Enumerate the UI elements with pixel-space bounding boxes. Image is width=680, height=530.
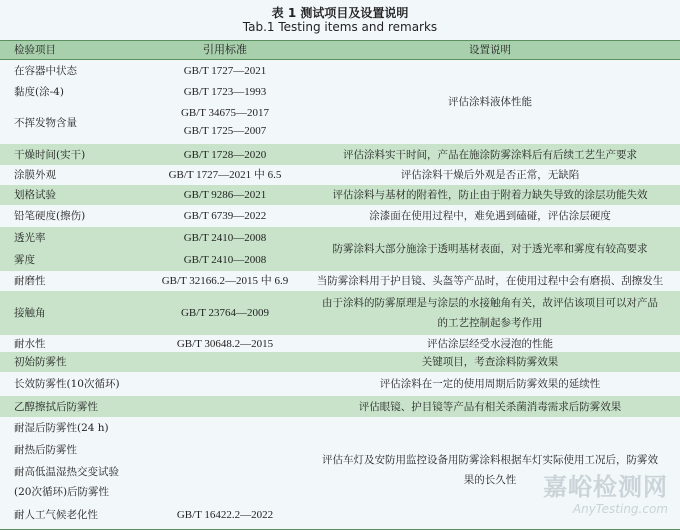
header-col-standard: 引用标准 [203,43,247,56]
item-weathering: 耐人工气候老化性 [14,509,98,521]
remark-liquid-performance: 评估涂料液体性能 [448,96,532,108]
remark-crosscut: 评估涂料与基材的附着性，防止由于附着力缺失导致的涂层功能失效 [332,189,648,201]
item-pencil-hardness: 铅笔硬度(擦伤) [14,210,86,222]
item-nonvolatile: 不挥发物含量 [14,117,77,129]
testing-items-table [0,40,680,530]
item-longterm-antifog: 长效防雾性(10次循环) [14,378,120,390]
item-abrasion: 耐磨性 [14,275,46,287]
remark-ethanol-antifog: 评估眼镜、护目镜等产品有相关杀菌消毒需求后防雾效果 [358,400,622,413]
item-heat-antifog: 耐热后防雾性 [14,444,77,456]
std-transmittance: GB/T 2410—2008 [183,232,267,244]
watermark [543,467,668,516]
std-contact-angle: GB/T 23764—2009 [180,307,270,319]
item-ethanol-antifog: 乙醇擦拭后防雾性 [14,400,98,413]
remark-headlight-a: 评估车灯及安防用监控设备用防雾涂料根据车灯实际使用工况后，防雾效 [322,454,658,466]
watermark-cn: 嘉峪检测网 [543,473,668,501]
std-container-state: GB/T 1727—2021 [183,65,267,77]
remark-contact-angle-a: 由于涂料的防雾原理是与涂层的水接触角有关，故评估该项目可以对产品 [322,297,658,309]
remark-headlight-b: 果的长久性 [463,474,517,486]
item-water-resistance: 耐水性 [14,337,46,350]
item-crosscut: 划格试验 [14,189,56,201]
item-thermal-cycle-b: (20次循环)后防雾性 [14,486,110,498]
table-caption-en: Tab.1 Testing items and remarks [242,20,438,34]
item-initial-antifog: 初始防雾性 [14,356,67,368]
std-nonvolatile-a: GB/T 34675—2017 [180,107,270,119]
std-water-resistance: GB/T 30648.2—2015 [176,337,274,350]
remark-pencil-hardness: 涂漆面在使用过程中，难免遇到磕碰，评估涂层硬度 [369,210,611,222]
item-humidity-antifog: 耐湿后防雾性(24 h) [14,422,109,434]
item-transmittance: 透光率 [14,232,46,244]
item-container-state: 在容器中状态 [14,65,77,77]
std-crosscut: GB/T 9286—2021 [183,189,267,201]
item-thermal-cycle-a: 耐高低温湿热交变试验 [14,466,119,478]
header-col-remark: 设置说明 [469,43,511,56]
remark-optical: 防雾涂料大部分施涂于透明基材表面，对于透光率和雾度有较高要求 [332,243,648,255]
std-film-appearance: GB/T 1727—2021 中 6.5 [168,169,282,181]
item-film-appearance: 涂膜外观 [14,169,56,181]
remark-longterm-antifog: 评估涂料在一定的使用周期后防雾效果的延续性 [379,378,601,390]
remark-drying-time: 评估涂料实干时间，产品在施涂防雾涂料后有后续工艺生产要求 [343,148,637,161]
watermark-en: AnyTesting.com [572,502,668,516]
remark-abrasion: 当防雾涂料用于护目镜、头盔等产品时，在使用过程中会有磨损、刮擦发生 [316,275,664,287]
remark-contact-angle-b: 的工艺控制起参考作用 [437,317,543,329]
item-drying-time: 干燥时间(实干) [14,148,86,161]
std-weathering: GB/T 16422.2—2022 [176,509,274,521]
remark-initial-antifog: 关键项目，考查涂料防雾效果 [421,356,559,368]
std-viscosity: GB/T 1723—1993 [183,86,267,98]
std-nonvolatile-b: GB/T 1725—2007 [183,125,267,137]
std-abrasion: GB/T 32166.2—2015 中 6.9 [161,275,289,287]
remark-water-resistance: 评估涂层经受水浸泡的性能 [427,337,553,350]
std-drying-time: GB/T 1728—2020 [183,148,267,161]
remark-film-appearance: 评估涂料干燥后外观是否正常，无缺陷 [400,169,580,181]
std-haze: GB/T 2410—2008 [183,254,267,266]
item-haze: 雾度 [14,254,35,266]
item-viscosity: 黏度(涂-4) [14,86,64,98]
table-caption-cn: 表 1 测试项目及设置说明 [271,6,409,20]
header-col-item: 检验项目 [14,43,56,56]
std-pencil-hardness: GB/T 6739—2022 [183,210,267,222]
item-contact-angle: 接触角 [14,307,46,319]
